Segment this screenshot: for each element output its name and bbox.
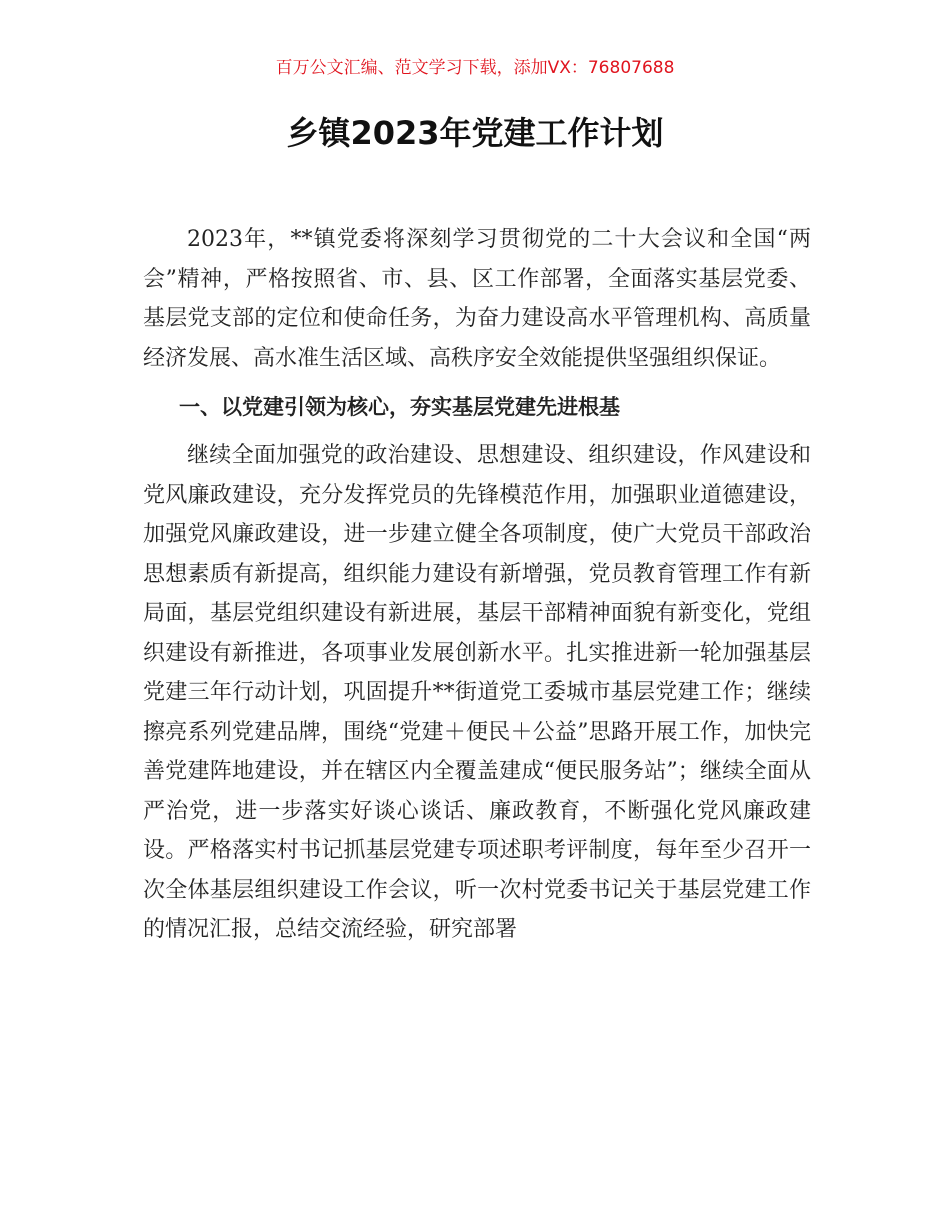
section-heading-1: 一、以党建引领为核心，夯实基层党建先进根基 bbox=[179, 395, 620, 419]
section-1-paragraph: 继续全面加强党的政治建设、思想建设、组织建设，作风建设和党风廉政建设，充分发挥党员的先锋模范作用，加强职业道德建设，加强党风廉政建设，进一步建立健全各项制度，使广大党员干部政治思想素质有新提高，组织能力建设有新增强，党员教育管理工作有新局面，基层党组织建设有新进展，基层干部精神面貌有新变化，党组织建设有新推进，各项事业发展创新水平。扎实推进新一轮加强基层党建三年行动计划，巩固提升**街道党工委城市基层党建工作；继续擦亮系列党建品牌，围绕“党建＋便民＋公益”思路开展工作，加快完善党建阵地建设，并在辖区内全覆盖建成“便民服务站”；继续全面从严治党，进一步落实好谈心谈话、廉政教育，不断强化党风廉政建设。严格落实村书记抓基层党建专项述职考评制度，每年至少召开一次全体基层组织建设工作会议，听一次村党委书记关于基层党建工作的情况汇报，总结交流经验，研究部署 bbox=[143, 443, 811, 942]
document-body bbox=[143, 220, 811, 959]
document-title: 乡镇2023年党建工作计划 bbox=[286, 114, 664, 152]
intro-paragraph: 2023年，**镇党委将深刻学习贯彻党的二十大会议和全国“两会”精神，严格按照省、市、县、区工作部署，全面落实基层党委、基层党支部的定位和使命任务，为奋力建设高水平管理机构、高质量经济发展、高水准生活区域、高秩序安全效能提供坚强组织保证。 bbox=[143, 227, 811, 371]
promo-header-note: 百万公文汇编、范文学习下载，添加VX：76807688 bbox=[275, 58, 675, 78]
